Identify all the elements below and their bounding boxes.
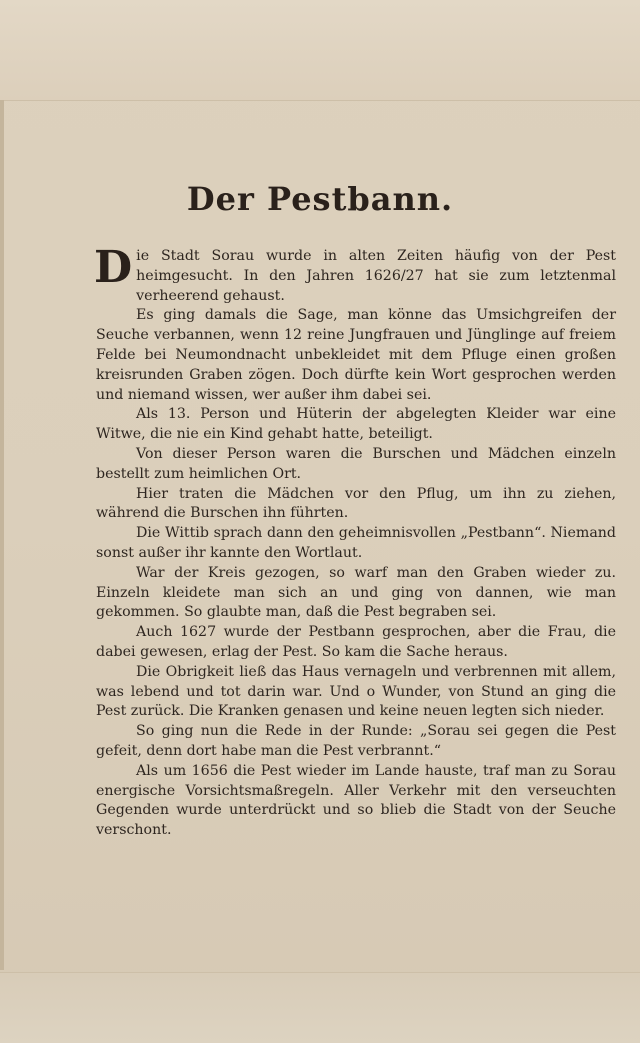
- paragraph-5: Hier traten die Mädchen vor den Pflug, um ihn zu ziehen, während die Burschen ihn führten.: [96, 485, 616, 522]
- page-title: Der Pestbann.: [186, 180, 454, 218]
- story-text: [94, 242, 616, 841]
- next-page-edge: [0, 972, 640, 1043]
- paragraph-11: Als um 1656 die Pest wieder im Lande hauste, traf man zu Sorau energische Vorsichtsmaßregeln. Aller Verkehr mit den verseuchten Gegenden wurde unterdrückt und so blieb die Stadt von der Seuche verschont.: [96, 762, 616, 839]
- paragraph-7: War der Kreis gezogen, so warf man den Graben wieder zu. Einzeln kleidete man sich an und ging von dannen, wie man gekommen. So glaubte man, daß die Pest begraben sei.: [96, 564, 616, 621]
- paragraph-4: Von dieser Person waren die Burschen und Mädchen einzeln bestellt zum heimlichen Ort.: [96, 445, 616, 482]
- paragraph-10: So ging nun die Rede in der Runde: „Sorau sei gegen die Pest gefeit, denn dort habe man die Pest verbrannt.“: [96, 723, 616, 759]
- paragraph-9: Die Obrigkeit ließ das Haus vernageln und verbrennen mit allem, was lebend und tot darin war. Und o Wunder, von Stund an ging die Pest zurück. Die Kranken genasen und keine neuen legten sich nieder.: [96, 663, 616, 720]
- previous-page-edge: [0, 0, 640, 101]
- paragraph-6: Die Wittib sprach dann den geheimnisvollen „Pestbann“. Niemand sonst außer ihr kannte den Wortlaut.: [96, 525, 616, 561]
- binding-shadow: [0, 100, 4, 970]
- paragraph-1-text: ie Stadt Sorau wurde in alten Zeiten häufig von der Pest heimgesucht. In den Jahren 1626/27 hat sie zum letztenmal verheerend gehaust.: [136, 248, 616, 304]
- paragraph-1: [94, 242, 616, 306]
- paragraph-3: Als 13. Person und Hüterin der abgelegten Kleider war eine Witwe, die nie ein Kind gehabt hatte, beteiligt.: [96, 406, 616, 443]
- drop-cap: D: [94, 242, 133, 293]
- paragraph-8: Auch 1627 wurde der Pestbann gesprochen, aber die Frau, die dabei gewesen, erlag der Pest. So kam die Sache heraus.: [96, 624, 616, 660]
- paragraph-2: Es ging damals die Sage, man könne das Umsichgreifen der Seuche verbannen, wenn 12 reine Jungfrauen und Jünglinge auf freiem Felde bei Neumondnacht unbekleidet mit dem Pfluge einen großen kreisrunden Graben zögen. Doch dürfte kein Wort gesprochen werden und niemand wissen, wer außer ihm dabei sei.: [96, 307, 616, 403]
